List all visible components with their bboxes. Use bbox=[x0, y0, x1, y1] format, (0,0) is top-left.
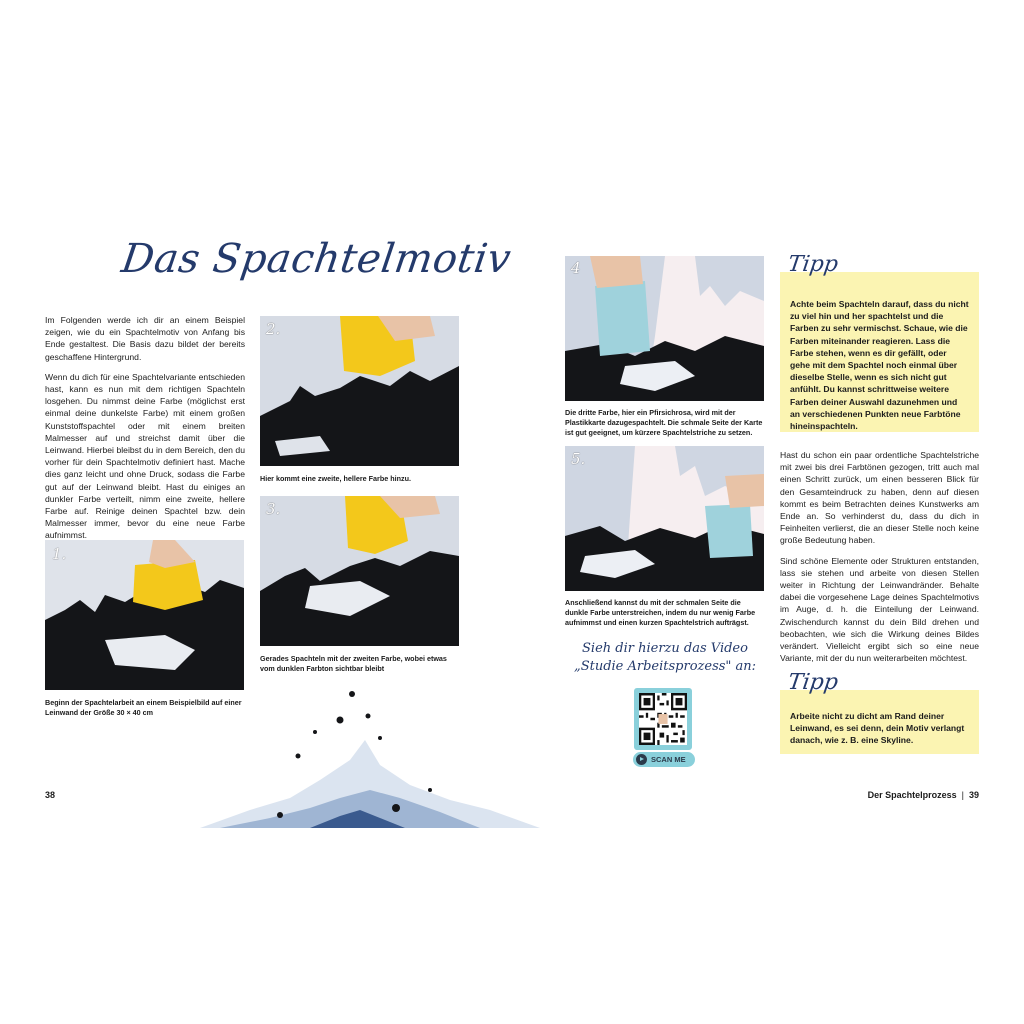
step-2-caption: Hier kommt eine zweite, hellere Farbe hinzu. bbox=[260, 474, 411, 483]
step-1-caption: Beginn der Spachtelarbeit an einem Beispielbild auf einer Leinwand der Größe 30 × 40 cm bbox=[45, 698, 242, 717]
photo-step-1 bbox=[45, 540, 244, 690]
photo-step-2-image bbox=[260, 316, 459, 466]
intro-paragraph: Im Folgenden werde ich dir an einem Beispiel zeigen, wie du ein Spachtelmotiv von Anfang bis Ende gestaltest. Die Basis dazu bildet der bereits geschaffene Hintergrund. bbox=[45, 315, 245, 362]
photo-step-3 bbox=[260, 496, 459, 646]
scan-me-label: SCAN ME bbox=[651, 755, 686, 764]
photo-step-1-image bbox=[45, 540, 244, 690]
photo-step-4 bbox=[565, 256, 764, 401]
left-page-number: 38 bbox=[45, 790, 56, 800]
right-page-number: 39 bbox=[968, 790, 979, 800]
paint-splatter-decoration bbox=[190, 680, 550, 828]
footer-separator: | bbox=[961, 790, 964, 800]
video-hint bbox=[565, 640, 765, 676]
right-body-paragraph-1: Hast du schon ein paar ordentliche Spachtelstriche mit zwei bis drei Farbtönen gezogen, tritt auch mal einen Schritt zurück, um einen besseren Blick für den Gesamteindruck zu haben, denn auf diesen kommt es beim Betrachten deines Kunstwerks am Ende an. So verhinderst du, dass du dich in Feinheiten verlierst, die an dieser Stelle noch keine große Bedeutung haben. bbox=[780, 450, 979, 546]
play-icon bbox=[636, 754, 647, 765]
step-3-caption: Gerades Spachteln mit der zweiten Farbe, wobei etwas vom dunklen Farbton sichtbar bleibt bbox=[260, 654, 447, 673]
video-hint-line-2: „Studie Arbeitsprozess" an: bbox=[573, 659, 757, 674]
tip-box-1 bbox=[780, 272, 979, 432]
splatter-image bbox=[190, 680, 550, 828]
right-body-column bbox=[780, 449, 979, 672]
tip-box-2 bbox=[780, 690, 979, 754]
tip-1-text: Achte beim Spachteln darauf, dass du nicht zu viel hin und her spachtelst und die Farben zu sehr vermischst. Schaue, wie die Farben miteinander reagieren. Lass die Farbe stehen, wenn es dir gefällt, oder gehe mit dem Spachtel noch einmal über dieselbe Stelle, wenn es sich nicht gut anfühlt. Du kannst schrittweise weitere Farben deiner Auswahl dazunehmen und an verschiedenen Punkten neue Farbtöne hineinspachteln. bbox=[790, 299, 969, 432]
qr-code-icon bbox=[639, 693, 687, 745]
step-4-caption: Die dritte Farbe, hier ein Pfirsichrosa, wird mit der Plastikkarte dazugespachtelt. Die schmale Seite der Karte ist gut geeignet, um kürzere Spachtelstriche zu setzen. bbox=[565, 408, 763, 437]
footer-section-title: Der Spachtelprozess bbox=[867, 790, 957, 800]
step-5-caption: Anschließend kannst du mit der schmalen Seite die dunkle Farbe unterstreichen, indem du nur wenig Farbe aufnimmst und einen kurzen Spachtelstrich aufträgst. bbox=[565, 598, 756, 627]
tip-1-label: Tipp bbox=[786, 252, 840, 277]
scan-me-badge[interactable] bbox=[633, 752, 695, 767]
photo-step-3-image bbox=[260, 496, 459, 646]
left-body-column bbox=[45, 314, 245, 550]
photo-step-5-image bbox=[565, 446, 764, 591]
step-3-number: 3. bbox=[266, 500, 281, 518]
body-paragraph: Wenn du dich für eine Spachtelvariante entschieden hast, kann es nun mit dem richtigen Spachteln losgehen. Du nimmst deine Farbe (möglichst erst einmal deine dunkelste Farbe) mit einem großen Kunststoffspachtel oder mit einem breiten Malmesser auf und streichst damit über die Leinwand. Hierbei bleibst du in dem Bereich, den du vorher für dein Spachtelmotiv definiert hast. Mache dies ganz leicht und ohne Druck, sodass die Farbe gut auf der Leinwand bleibt. Hast du einiges an dunkler Farbe verteilt, nimm eine zweite, hellere Farbe auf. Reinige deinen Spachtel bzw. dein Malmesser immer, bevor du eine neue Farbe aufnimmst. bbox=[45, 371, 245, 541]
step-2-number: 2. bbox=[266, 320, 281, 338]
step-1-number: 1. bbox=[52, 545, 67, 563]
video-hint-line-1: Sieh dir hierzu das Video bbox=[582, 641, 748, 656]
right-footer bbox=[868, 790, 979, 800]
photo-step-5 bbox=[565, 446, 764, 591]
page-title: Das Spachtelmotiv bbox=[118, 236, 514, 282]
tip-2-text: Arbeite nicht zu dicht am Rand deiner Leinwand, es sei denn, dein Motiv verlangt danach, wie z. B. eine Skyline. bbox=[790, 711, 965, 746]
right-body-paragraph-2: Sind schöne Elemente oder Strukturen entstanden, lass sie stehen und arbeite von diesen Stellen weiter in Richtung der Leinwandränder. Behalte dabei die vorgesehene Lage deines Spachtelmotivs im Auge, d. h. die Einteilung der Leinwand. Zwischendurch kannst du dein Bild drehen und beobachten, wie sich die Wirkung deines Bildes verändert. Vielleicht ergibt sich so eine neue Variante, mit der du nun weiterarbeiten möchtest. bbox=[780, 555, 979, 664]
step-5-number: 5. bbox=[571, 450, 586, 468]
step-4-number: 4 bbox=[571, 259, 581, 277]
tip-2-label: Tipp bbox=[786, 670, 840, 695]
photo-step-2 bbox=[260, 316, 459, 466]
photo-step-4-image bbox=[565, 256, 764, 401]
qr-code[interactable] bbox=[634, 688, 692, 750]
